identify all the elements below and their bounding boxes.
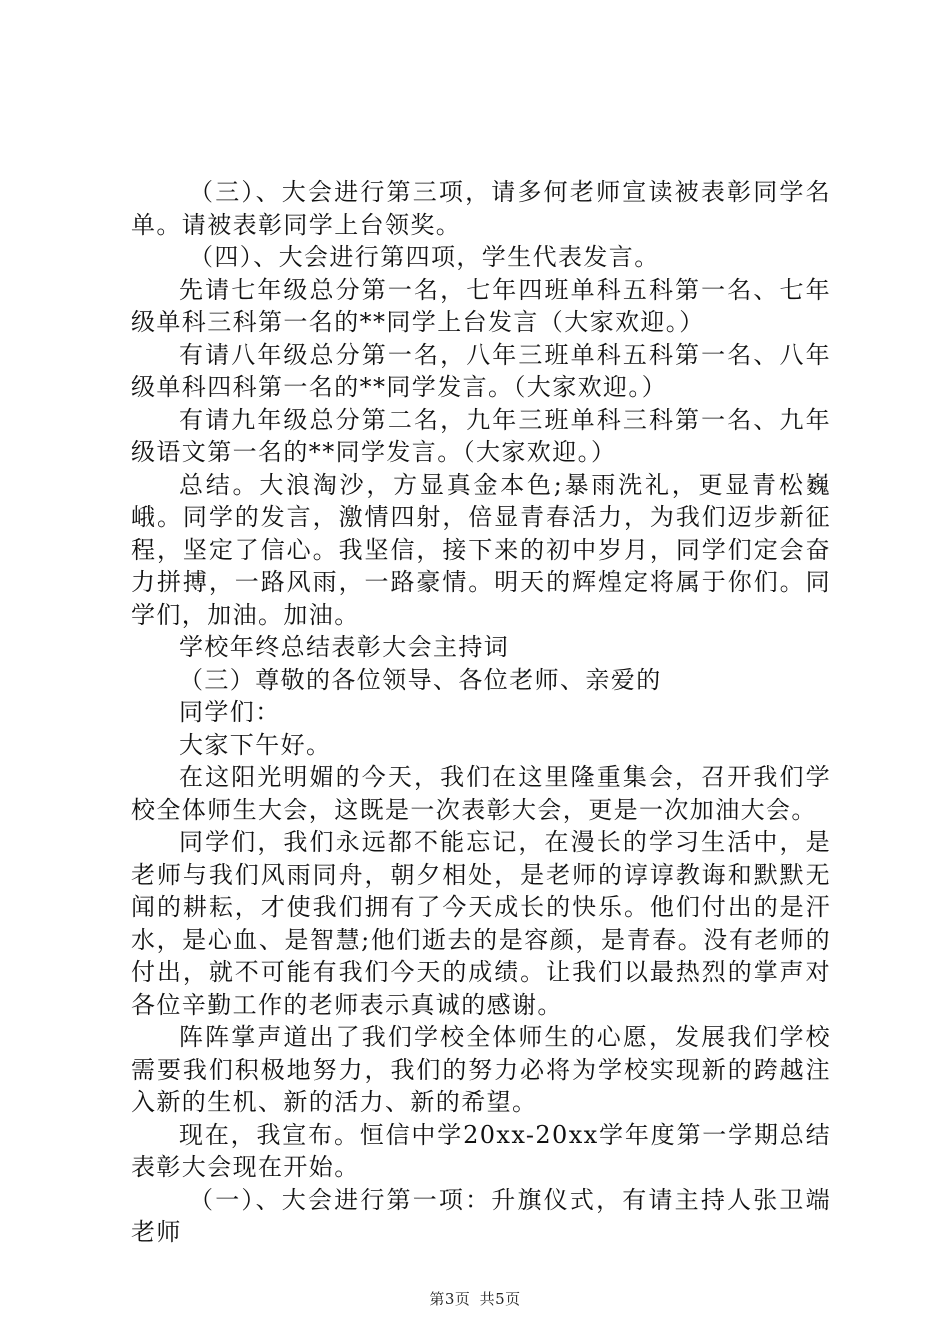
page-footer	[0, 1288, 950, 1309]
page-number: 第3页	[429, 1290, 471, 1308]
paragraph: 有请九年级总分第二名，九年三班单科三科第一名、九年级语文第一名的**同学发言。（大家欢迎。）	[131, 405, 831, 466]
paragraph: 先请七年级总分第一名，七年四班单科五科第一名、七年级单科三科第一名的**同学上台发言（大家欢迎。）	[131, 275, 831, 336]
paragraph: 在这阳光明媚的今天，我们在这里隆重集会，召开我们学校全体师生大会，这既是一次表彰大会，更是一次加油大会。	[131, 763, 831, 824]
paragraph: 同学们，我们永远都不能忘记，在漫长的学习生活中，是老师与我们风雨同舟，朝夕相处，是老师的谆谆教诲和默默无闻的耕耘，才使我们拥有了今天成长的快乐。他们付出的是汗水，是心血、是智慧;他们逝去的是容颜，是青春。没有老师的付出，就不可能有我们今天的成绩。让我们以最热烈的掌声对各位辛勤工作的老师表示真诚的感谢。	[131, 828, 831, 1019]
paragraph: 大家下午好。	[179, 730, 332, 759]
page-total: 共5页	[479, 1290, 521, 1308]
paragraph: 现在，我宣布。恒信中学20xx-20xx学年度第一学期总结表彰大会现在开始。	[131, 1120, 831, 1181]
paragraph: （一）、大会进行第一项：升旗仪式，有请主持人张卫端老师	[131, 1185, 831, 1246]
document-body	[131, 176, 831, 1249]
paragraph: 阵阵掌声道出了我们学校全体师生的心愿，发展我们学校需要我们积极地努力，我们的努力必将为学校实现新的跨越注入新的生机、新的活力、新的希望。	[131, 1023, 831, 1116]
paragraph: 总结。大浪淘沙，方显真金本色;暴雨洗礼，更显青松巍峨。同学的发言，激情四射，倍显青春活力，为我们迈步新征程，坚定了信心。我坚信，接下来的初中岁月，同学们定会奋力拼搏，一路风雨，一路豪情。明天的辉煌定将属于你们。同学们，加油。加油。	[131, 470, 831, 629]
paragraph: 同学们：	[179, 698, 281, 726]
paragraph: （三）尊敬的各位领导、各位老师、亲爱的	[179, 665, 662, 694]
paragraph: 有请八年级总分第一名，八年三班单科五科第一名、八年级单科四科第一名的**同学发言。（大家欢迎。）	[131, 340, 831, 401]
paragraph: （四）、大会进行第四项，学生代表发言。	[189, 243, 660, 271]
paragraph: （三）、大会进行第三项，请多何老师宣读被表彰同学名单。请被表彰同学上台领奖。	[131, 178, 831, 239]
section-heading: 学校年终总结表彰大会主持词	[179, 633, 510, 661]
